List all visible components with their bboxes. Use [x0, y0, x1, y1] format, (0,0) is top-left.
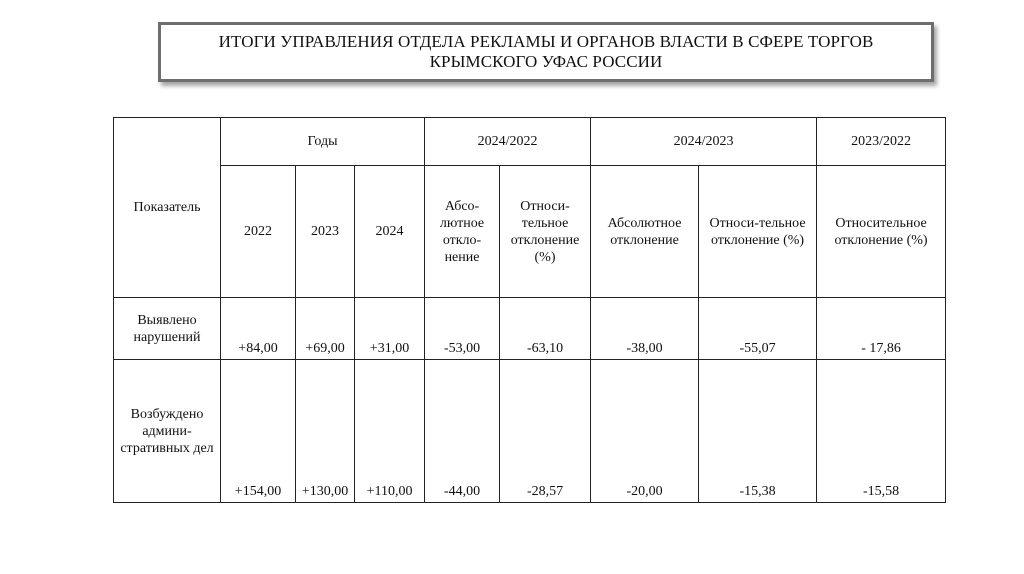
table-cell: - 17,86 [817, 298, 946, 360]
table-cell: +31,00 [355, 298, 425, 360]
header-group-2024-2023: 2024/2023 [591, 118, 817, 166]
header-years: Годы [221, 118, 425, 166]
row-label: Выявлено нарушений [114, 298, 221, 360]
results-table [113, 117, 946, 503]
header-rel-dev-2024-2023: Относи-тельное отклонение (%) [699, 166, 817, 298]
header-year-2023: 2023 [296, 166, 355, 298]
table-cell: +154,00 [221, 360, 296, 503]
header-row-1 [114, 118, 946, 166]
row-label: Возбуждено админи-стративных дел [114, 360, 221, 503]
table-cell: -15,38 [699, 360, 817, 503]
table-cell: -20,00 [591, 360, 699, 503]
table-row [114, 298, 946, 360]
title-box [158, 22, 934, 82]
header-year-2024: 2024 [355, 166, 425, 298]
header-rel-dev-2023-2022: Относительное отклонение (%) [817, 166, 946, 298]
header-year-2022: 2022 [221, 166, 296, 298]
table-cell: -15,58 [817, 360, 946, 503]
table-row [114, 360, 946, 503]
table-cell: +110,00 [355, 360, 425, 503]
table-cell: -28,57 [500, 360, 591, 503]
header-group-2023-2022: 2023/2022 [817, 118, 946, 166]
table-cell: -55,07 [699, 298, 817, 360]
page-title: ИТОГИ УПРАВЛЕНИЯ ОТДЕЛА РЕКЛАМЫ И ОРГАНОВ ВЛАСТИ В СФЕРЕ ТОРГОВ КРЫМСКОГО УФАС РОССИИ [218, 32, 874, 71]
table-cell: -44,00 [425, 360, 500, 503]
table-cell: -38,00 [591, 298, 699, 360]
header-rel-dev-2024-2022: Относи-тельное отклонение (%) [500, 166, 591, 298]
table-cell: -53,00 [425, 298, 500, 360]
header-abs-dev-2024-2023: Абсолютное отклонение [591, 166, 699, 298]
header-abs-dev-2024-2022: Абсо-лютное откло-нение [425, 166, 500, 298]
header-group-2024-2022: 2024/2022 [425, 118, 591, 166]
header-row-2 [114, 166, 946, 298]
table-cell: +84,00 [221, 298, 296, 360]
table-cell: +130,00 [296, 360, 355, 503]
table-cell: +69,00 [296, 298, 355, 360]
table-cell: -63,10 [500, 298, 591, 360]
header-indicator: Показатель [114, 118, 221, 298]
